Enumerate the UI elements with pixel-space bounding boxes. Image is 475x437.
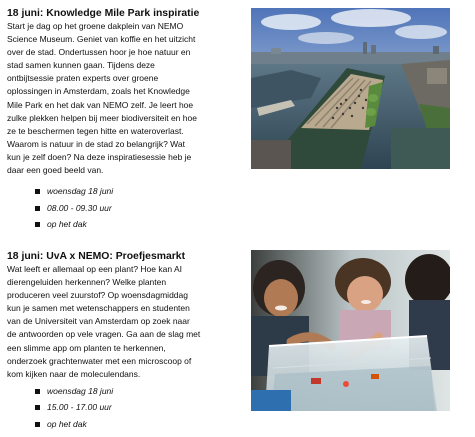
detail-text: 15.00 - 17.00 uur (47, 402, 112, 413)
event-text (7, 250, 243, 432)
description-line: produceren veel zuurstof? Op woensdagmiddag (7, 290, 188, 301)
description-line: Wat leeft er allemaal op een plant? Hoe kan AI (7, 264, 182, 274)
bullet-icon (35, 405, 40, 410)
description-line: onderzoek grachtenwater met een microscoop of (7, 355, 192, 366)
description-line: oplossingen in Amsterdam, zoals het Knowledge (7, 86, 190, 97)
rooftop-aerial-photo (251, 8, 450, 169)
event-details (7, 383, 243, 433)
children-experiment-photo (251, 250, 450, 411)
detail-time (7, 399, 243, 416)
description-line: Waarom is natuur in de stad zo belangrijk? Wat (7, 138, 185, 149)
event-proefjesmarkt (0, 244, 475, 437)
description-line: daar een goed beeld van. (7, 165, 104, 176)
description-line: Mile Park en het dak van NEMO zelf. Je leert hoe (7, 99, 194, 110)
detail-text: op het dak (47, 418, 87, 429)
description-line: Start je dag op het groene dakplein van NEMO (7, 21, 184, 31)
event-description (7, 263, 243, 381)
event-text (7, 7, 243, 233)
detail-text: woensdag 18 juni (47, 385, 114, 396)
description-line: ze te beschermen tegen hitte en wateroverlast. (7, 125, 184, 136)
detail-time (7, 200, 243, 217)
description-line: ontbijtsessie praten experts over groene (7, 73, 159, 84)
description-line: over de stad. Ondertussen hoor je hoe natuur en (7, 47, 191, 58)
bullet-icon (35, 222, 40, 227)
detail-text: op het dak (47, 219, 87, 230)
description-line: kun je samen met wetenschappers en studenten (7, 303, 190, 314)
description-line: zulke plekken helpen bij meer biodiversiteit en hoe (7, 112, 197, 123)
bullet-icon (35, 389, 40, 394)
bullet-icon (35, 189, 40, 194)
bullet-icon (35, 422, 40, 427)
event-description (7, 20, 243, 177)
description-line: de antwoorden op vele vragen. Ga aan de slag met (7, 329, 201, 340)
detail-location (7, 416, 243, 433)
bullet-icon (35, 206, 40, 211)
detail-date (7, 383, 243, 400)
detail-location (7, 216, 243, 233)
event-details (7, 183, 243, 233)
event-title: 18 juni: UvA x NEMO: Proefjesmarkt (7, 251, 186, 262)
description-line: stad samen kunnen gaan. Tijdens deze (7, 60, 155, 71)
detail-date (7, 183, 243, 200)
description-line: een slimme app om planten te herkennen, (7, 342, 166, 353)
description-line: kom kijken naar de moleculendans. (7, 368, 141, 379)
detail-text: woensdag 18 juni (47, 186, 114, 197)
description-line: kun je zelf doen? Na deze inspiratiesessie heb je (7, 151, 192, 162)
detail-text: 08.00 - 09.30 uur (47, 202, 112, 213)
description-line: dierengeluiden herkennen? Welke planten (7, 277, 167, 288)
event-title: 18 juni: Knowledge Mile Park inspiratie (7, 8, 200, 19)
description-line: van de Universiteit van Amsterdam op zoek naar (7, 316, 190, 327)
description-line: Science Museum. Geniet van koffie en het uitzicht (7, 34, 196, 45)
